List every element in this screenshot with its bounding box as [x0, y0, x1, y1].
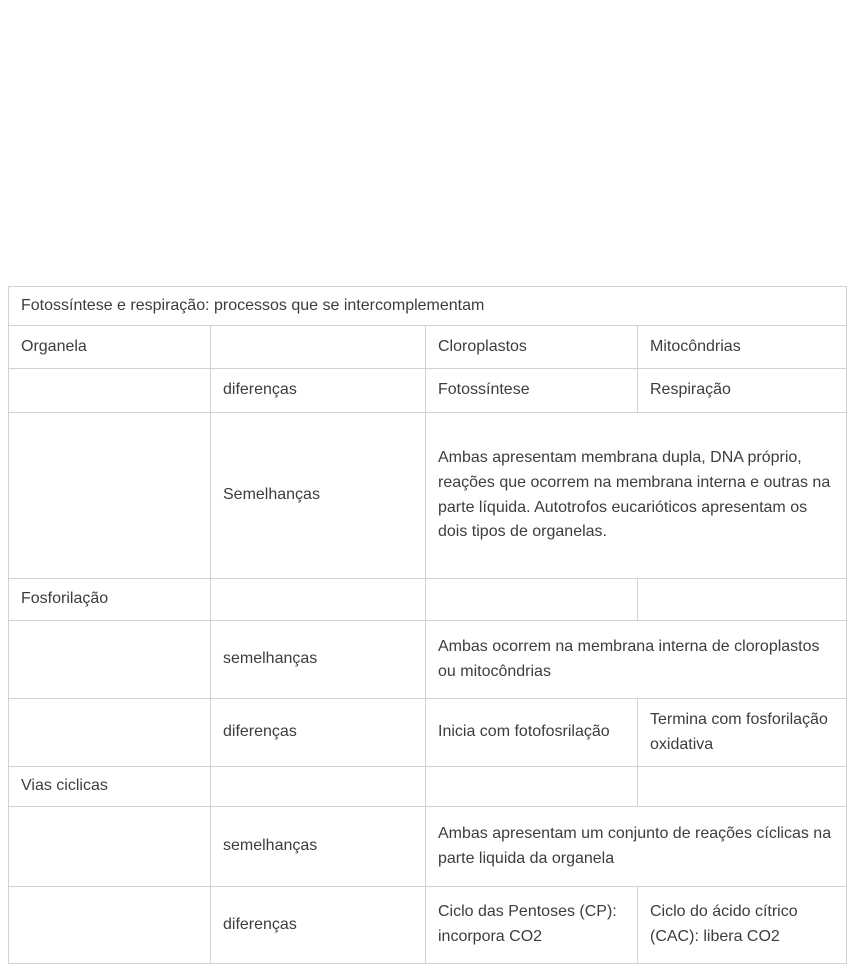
table-row	[9, 767, 847, 807]
table-row	[9, 369, 847, 413]
mitocondrias-header-cell: Mitocôndrias	[638, 326, 847, 369]
table-title-row	[9, 287, 847, 326]
mitocondrias-cell: Termina com fosforilação oxidativa	[638, 699, 847, 767]
cloroplastos-cell: Inicia com fotofosrilação	[426, 699, 638, 767]
table-row	[9, 699, 847, 767]
table-row	[9, 413, 847, 579]
mitocondrias-cell: Ciclo do ácido cítrico (CAC): libera CO2	[638, 887, 847, 964]
table-row	[9, 887, 847, 964]
similarity-text-cell: Ambas apresentam membrana dupla, DNA próprio, reações que ocorrem na membrana interna e outras na parte líquida. Autotrofos eucarióticos apresentam os dois tipos de organelas.	[426, 413, 847, 579]
comparison-type-cell: semelhanças	[211, 621, 426, 699]
empty-cell	[9, 621, 211, 699]
comparison-table	[8, 286, 847, 964]
empty-cell	[426, 767, 638, 807]
empty-cell	[9, 807, 211, 887]
table-row	[9, 579, 847, 621]
cloroplastos-header-cell: Cloroplastos	[426, 326, 638, 369]
group-label-cell: Organela	[9, 326, 211, 369]
group-label-cell: Fosforilação	[9, 579, 211, 621]
table-title-cell: Fotossíntese e respiração: processos que se intercomplementam	[9, 287, 847, 326]
empty-cell	[211, 579, 426, 621]
empty-cell	[638, 767, 847, 807]
table-row	[9, 807, 847, 887]
comparison-type-cell: semelhanças	[211, 807, 426, 887]
empty-cell	[426, 579, 638, 621]
cloroplastos-cell: Fotossíntese	[426, 369, 638, 413]
empty-cell	[9, 413, 211, 579]
empty-cell	[9, 369, 211, 413]
empty-cell	[211, 767, 426, 807]
mitocondrias-cell: Respiração	[638, 369, 847, 413]
empty-cell	[9, 887, 211, 964]
table-row	[9, 326, 847, 369]
comparison-type-cell: Semelhanças	[211, 413, 426, 579]
table-row	[9, 621, 847, 699]
similarity-text-cell: Ambas apresentam um conjunto de reações cíclicas na parte liquida da organela	[426, 807, 847, 887]
comparison-type-cell: diferenças	[211, 887, 426, 964]
empty-cell	[9, 699, 211, 767]
cloroplastos-cell: Ciclo das Pentoses (CP): incorpora CO2	[426, 887, 638, 964]
group-label-cell: Vias ciclicas	[9, 767, 211, 807]
empty-cell	[211, 326, 426, 369]
comparison-type-cell: diferenças	[211, 369, 426, 413]
comparison-type-cell: diferenças	[211, 699, 426, 767]
empty-cell	[638, 579, 847, 621]
similarity-text-cell: Ambas ocorrem na membrana interna de cloroplastos ou mitocôndrias	[426, 621, 847, 699]
